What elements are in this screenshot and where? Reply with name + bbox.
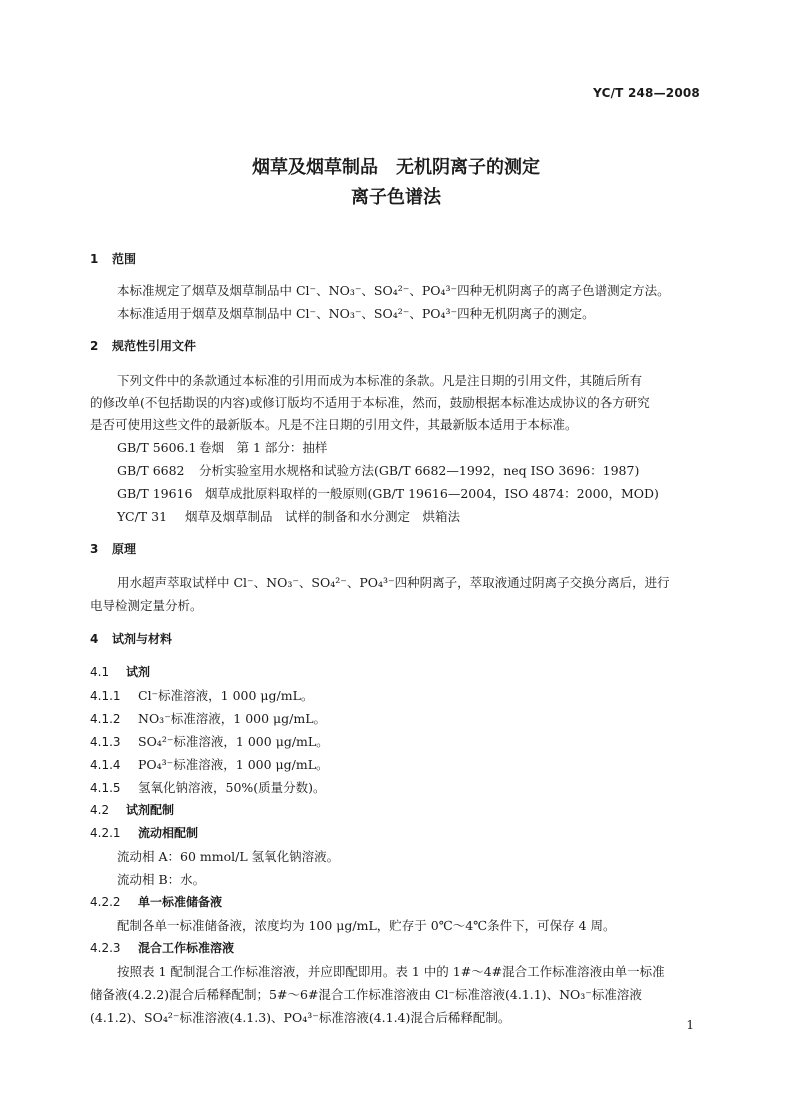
section-title: 原理 (112, 542, 137, 556)
subsection-title: 试剂 (126, 665, 151, 679)
reference-item (117, 507, 460, 525)
reference-code: GB/T 5606.1 (117, 440, 197, 455)
paragraph-line: 储备液(4.2.2)混合后稀释配制；5#～6#混合工作标准溶液由 Cl⁻标准溶液(4.1.1)、NO₃⁻标准溶液 (90, 987, 642, 1002)
reference-code: YC/T 31 (117, 509, 168, 524)
doc-title-line2: 离子色谱法 (351, 187, 441, 208)
reference-title: 卷烟 第 1 部分：抽样 (199, 440, 328, 455)
subsection-title: 流动相配制 (138, 826, 199, 840)
subsection-4-1-heading (90, 663, 150, 680)
subsection-title: 单一标准储备液 (138, 895, 223, 909)
subsection-number: 4.2.3 (90, 941, 121, 955)
subsection-4-2-heading (90, 801, 174, 818)
standard-code: YC/T 248—2008 (593, 86, 700, 100)
item-number: 4.1.4 (90, 758, 121, 772)
item-number: 4.1.1 (90, 689, 121, 703)
paragraph-line: 是否可使用这些文件的最新版本。凡是不注日期的引用文件，其最新版本适用于本标准。 (90, 417, 578, 432)
item-number: 4.1.5 (90, 781, 121, 795)
section-title: 试剂与材料 (112, 632, 173, 646)
reference-item (117, 438, 327, 456)
reference-code: GB/T 19616 (117, 486, 193, 501)
paragraph-line: 用水超声萃取试样中 Cl⁻、NO₃⁻、SO₄²⁻、PO₄³⁻四种阴离子，萃取液通过阴离子交换分离后，进行 (117, 575, 670, 590)
reagent-item (90, 778, 326, 796)
section-4-heading (90, 630, 172, 647)
section-number: 1 (90, 252, 99, 266)
reagent-item (90, 755, 329, 773)
paragraph-line: 的修改单(不包括勘误的内容)或修订版均不适用于本标准，然而，鼓励根据本标准达成协议的各方研究 (90, 395, 650, 410)
reagent-item (90, 686, 313, 704)
paragraph-line: (4.1.2)、SO₄²⁻标准溶液(4.1.3)、PO₄³⁻标准溶液(4.1.4)混合后稀释配制。 (90, 1010, 511, 1025)
reference-title: 分析实验室用水规格和试验方法(GB/T 6682—1992，neq ISO 3696：1987) (199, 463, 640, 478)
page-number: 1 (686, 1018, 694, 1032)
section-number: 4 (90, 632, 99, 646)
item-text: PO₄³⁻标准溶液，1 000 μg/mL。 (138, 757, 329, 772)
reagent-item (90, 732, 329, 750)
subsection-title: 试剂配制 (126, 803, 175, 817)
item-text: 氢氧化钠溶液，50%(质量分数)。 (138, 780, 326, 795)
subsection-title: 混合工作标准溶液 (138, 941, 235, 955)
item-number: 4.1.3 (90, 735, 121, 749)
item-text: Cl⁻标准溶液，1 000 μg/mL。 (138, 688, 314, 703)
section-title: 范围 (112, 252, 137, 266)
subsection-4-2-1-heading (90, 824, 198, 841)
paragraph-line: 配制各单一标准储备液，浓度均为 100 μg/mL，贮存于 0℃～4℃条件下，可保存 4 周。 (117, 918, 616, 933)
paragraph-line: 流动相 B：水。 (117, 872, 206, 887)
section-title: 规范性引用文件 (112, 339, 197, 353)
paragraph-line: 流动相 A：60 mmol/L 氢氧化钠溶液。 (117, 849, 340, 864)
paragraph: 本标准适用于烟草及烟草制品中 Cl⁻、NO₃⁻、SO₄²⁻、PO₄³⁻四种无机阴离子的测定。 (117, 306, 595, 321)
subsection-number: 4.2 (90, 803, 110, 817)
reference-title: 烟草及烟草制品 试样的制备和水分测定 烘箱法 (185, 509, 461, 524)
doc-title-line1: 烟草及烟草制品 无机阴离子的测定 (252, 157, 540, 178)
reagent-item (90, 709, 326, 727)
section-1-heading (90, 250, 136, 267)
item-text: NO₃⁻标准溶液，1 000 μg/mL。 (138, 711, 327, 726)
reference-code: GB/T 6682 (117, 463, 185, 478)
section-3-heading (90, 540, 136, 557)
reference-title: 烟草成批原料取样的一般原则(GB/T 19616—2004，ISO 4874：2000，MOD) (205, 486, 659, 501)
paragraph-line: 按照表 1 配制混合工作标准溶液，并应即配即用。表 1 中的 1#～4#混合工作标准溶液由单一标准 (117, 964, 665, 979)
subsection-4-2-2-heading (90, 893, 222, 910)
subsection-number: 4.2.1 (90, 826, 121, 840)
reference-item (117, 484, 659, 502)
reference-item (117, 461, 639, 479)
section-number: 3 (90, 542, 99, 556)
subsection-number: 4.2.2 (90, 895, 121, 909)
item-text: SO₄²⁻标准溶液，1 000 μg/mL。 (138, 734, 329, 749)
paragraph: 本标准规定了烟草及烟草制品中 Cl⁻、NO₃⁻、SO₄²⁻、PO₄³⁻四种无机阴离子的离子色谱测定方法。 (117, 283, 670, 298)
paragraph-line: 下列文件中的条款通过本标准的引用而成为本标准的条款。凡是注日期的引用文件，其随后所有 (117, 373, 643, 388)
section-2-heading (90, 337, 196, 354)
subsection-number: 4.1 (90, 665, 110, 679)
subsection-4-2-3-heading (90, 939, 234, 956)
section-number: 2 (90, 339, 99, 353)
paragraph-line: 电导检测定量分析。 (90, 598, 203, 613)
item-number: 4.1.2 (90, 712, 121, 726)
